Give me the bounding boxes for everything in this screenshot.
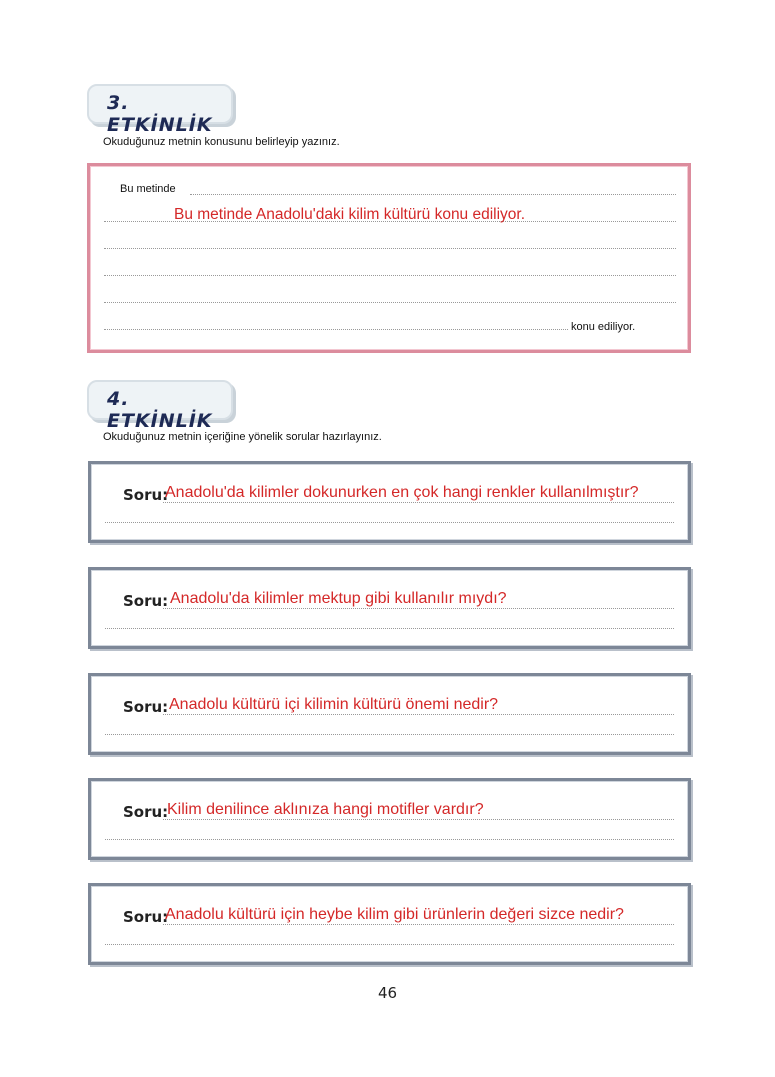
answer-line bbox=[190, 194, 676, 195]
answer-line bbox=[104, 302, 676, 303]
answer-line bbox=[104, 248, 676, 249]
question-text: Anadolu'da kilimler mektup gibi kullanılır mıydı? bbox=[170, 590, 507, 607]
question-label: Soru: bbox=[123, 486, 169, 504]
prefix-text: Bu metinde bbox=[117, 183, 179, 195]
answer-line bbox=[163, 714, 674, 715]
question-text: Anadolu kültürü içi kilimin kültürü önemi nedir? bbox=[169, 696, 499, 713]
answer-line bbox=[105, 944, 674, 945]
activity-3-badge bbox=[87, 84, 233, 136]
topic-answer: Bu metinde Anadolu'daki kilim kültürü konu ediliyor. bbox=[174, 206, 526, 223]
question-text: Anadolu'da kilimler dokunurken en çok hangi renkler kullanılmıştır? bbox=[165, 484, 639, 501]
question-label: Soru: bbox=[123, 592, 169, 610]
page-number: 46 bbox=[377, 984, 398, 1002]
activity-4-instruction: Okuduğunuz metnin içeriğine yönelik sorular hazırlayınız. bbox=[103, 431, 382, 443]
answer-line bbox=[163, 924, 674, 925]
question-label: Soru: bbox=[123, 803, 169, 821]
question-label: Soru: bbox=[123, 698, 169, 716]
answer-line bbox=[105, 839, 674, 840]
activity-4-badge bbox=[87, 380, 233, 432]
answer-line bbox=[104, 329, 568, 330]
question-label: Soru: bbox=[123, 908, 169, 926]
answer-line bbox=[163, 608, 674, 609]
answer-line bbox=[105, 522, 674, 523]
question-box bbox=[88, 673, 691, 755]
suffix-text: konu ediliyor. bbox=[568, 321, 638, 333]
answer-line bbox=[105, 734, 674, 735]
question-text: Anadolu kültürü için heybe kilim gibi ürünlerin değeri sizce nedir? bbox=[165, 906, 624, 923]
question-box bbox=[88, 567, 691, 649]
activity-4-title: 4. ETKİNLİK bbox=[107, 388, 213, 432]
answer-line bbox=[105, 628, 674, 629]
activity-3-instruction: Okuduğunuz metnin konusunu belirleyip yazınız. bbox=[103, 136, 340, 148]
answer-line bbox=[104, 275, 676, 276]
question-box bbox=[88, 778, 691, 860]
answer-line bbox=[163, 502, 674, 503]
topic-answer-box bbox=[87, 163, 691, 353]
question-box bbox=[88, 461, 691, 543]
question-text: Kilim denilince aklınıza hangi motifler vardır? bbox=[167, 801, 484, 818]
answer-line bbox=[163, 819, 674, 820]
question-box bbox=[88, 883, 691, 965]
activity-3-title: 3. ETKİNLİK bbox=[107, 92, 213, 136]
